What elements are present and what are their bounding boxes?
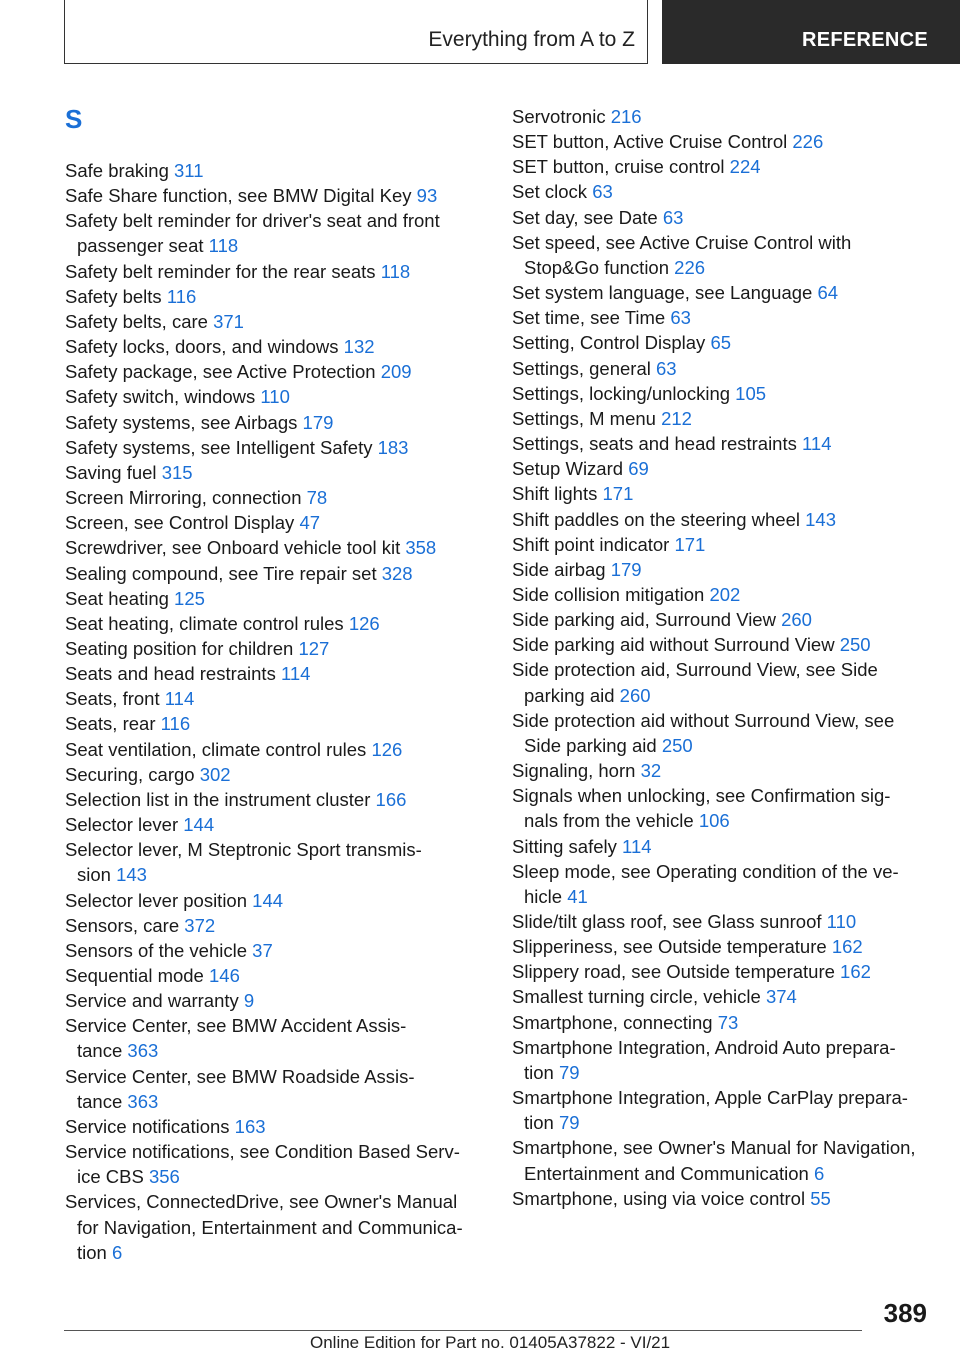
index-entry [512, 205, 942, 230]
index-entry-text: Seating position for children [65, 637, 294, 659]
index-entry [512, 179, 942, 204]
index-entry [512, 356, 942, 381]
index-entry-text: nals from the vehicle [524, 810, 694, 832]
index-entry-text: Settings, M menu [512, 407, 656, 429]
index-entry-text: Service and warranty [65, 990, 239, 1012]
index-page-link[interactable]: 116 [166, 285, 197, 307]
index-page-link[interactable]: 110 [260, 386, 290, 408]
index-page-link[interactable]: 126 [371, 738, 403, 760]
index-page-link[interactable]: 171 [674, 533, 706, 555]
index-entry-text: passenger seat [77, 235, 204, 257]
index-entry-text: SET button, cruise control [512, 156, 725, 178]
index-section-letter: S [65, 104, 83, 134]
index-entry [512, 406, 942, 431]
index-entry-text: Shift paddles on the steering wheel [512, 508, 800, 530]
index-page-link[interactable]: 209 [380, 361, 412, 383]
index-entry-text: Shift point indicator [512, 533, 670, 555]
index-entry [512, 456, 942, 481]
index-entry-text: Safety systems, see Intelligent Safety [65, 436, 373, 458]
index-page-link[interactable]: 302 [199, 763, 231, 785]
index-entry-text: Screen Mirroring, connection [65, 487, 302, 509]
index-entry-text: Sealing compound, see Tire repair set [65, 562, 377, 584]
index-entry [65, 259, 485, 284]
index-entry [512, 934, 942, 959]
index-page-link[interactable]: 260 [781, 609, 812, 631]
index-entry-text: parking aid [524, 684, 615, 706]
index-page-link[interactable]: 226 [674, 256, 706, 278]
index-page-link[interactable]: 202 [709, 583, 741, 605]
index-entry [65, 812, 485, 837]
index-entry-text: Securing, cargo [65, 763, 195, 785]
index-page-link[interactable]: 146 [209, 965, 240, 986]
index-page-link[interactable]: 106 [698, 810, 730, 832]
index-entry [65, 938, 485, 963]
index-entry [512, 1085, 942, 1135]
index-page-link[interactable]: 328 [381, 562, 413, 584]
index-entry [65, 711, 485, 736]
index-entry [65, 1064, 485, 1114]
index-entry [512, 280, 942, 305]
index-entry-text: Seats, rear [65, 713, 156, 735]
index-entry [65, 208, 485, 258]
index-page-link[interactable]: 163 [234, 1115, 266, 1137]
index-page-link[interactable]: 69 [628, 458, 649, 480]
index-entry-text: Setup Wizard [512, 458, 624, 480]
index-entry-text: Smartphone, using via voice control [512, 1187, 806, 1209]
index-page-link[interactable]: 372 [184, 914, 216, 936]
index-entry [512, 657, 942, 707]
index-entry [65, 334, 485, 359]
index-entry-text: Signaling, horn [512, 760, 636, 782]
index-entry [512, 1035, 942, 1085]
index-page-link[interactable]: 6 [814, 1162, 825, 1184]
index-entry-text: Service notifications [65, 1115, 230, 1137]
index-entry [512, 154, 942, 179]
index-entry-text: Set speed, see Active Cruise Control with [512, 231, 852, 253]
index-entry [65, 963, 485, 988]
index-page-link[interactable]: 183 [377, 436, 409, 458]
index-entry-text: Seat heating, climate control rules [65, 612, 344, 634]
index-entry-text: Safe braking [65, 160, 169, 181]
index-entry [512, 959, 942, 984]
index-entry-text: for Navigation, Entertainment and Communica- [77, 1216, 463, 1238]
page-number: 389 [883, 1298, 927, 1328]
index-entry [512, 758, 942, 783]
index-entry [65, 158, 485, 183]
index-entry-text: Sleep mode, see Operating condition of the ve- [512, 860, 899, 882]
index-entry [512, 834, 942, 859]
index-entry [512, 481, 942, 506]
index-page-link[interactable]: 171 [602, 483, 634, 505]
index-entry [512, 582, 942, 607]
index-entry-text: Side collision mitigation [512, 583, 705, 605]
index-entry [65, 913, 485, 938]
index-entry-text: Side airbag [512, 558, 606, 580]
index-entry [65, 636, 485, 661]
index-entry [65, 661, 485, 686]
index-entry-text: Safety belt reminder for driver's seat and front [65, 210, 440, 232]
index-entry [65, 535, 485, 560]
index-page-link[interactable]: 63 [670, 307, 691, 329]
index-page-link[interactable]: 224 [729, 156, 761, 178]
index-entry-text: tion [77, 1241, 107, 1263]
index-page-link[interactable]: 114 [280, 663, 311, 685]
index-entry-text: Seats and head restraints [65, 663, 276, 685]
index-page-link[interactable]: 162 [840, 961, 871, 983]
index-entry-text: Safety belts, care [65, 310, 208, 332]
index-entry-text: Smartphone, see Owner's Manual for Navigation, [512, 1137, 916, 1159]
index-entry-text: Service Center, see BMW Roadside Assis- [65, 1065, 415, 1087]
header-chapter-tab [662, 0, 960, 64]
index-page-link[interactable]: 47 [299, 512, 321, 534]
index-entry-text: Shift lights [512, 483, 598, 505]
index-entry [65, 888, 485, 913]
index-page-link[interactable]: 144 [252, 889, 284, 911]
index-entry-text: Screwdriver, see Onboard vehicle tool kit [65, 537, 401, 559]
index-page-link[interactable]: 41 [567, 885, 588, 907]
index-entry-text: Seat heating [65, 587, 169, 609]
index-page-link[interactable]: 143 [116, 864, 147, 886]
index-page-link[interactable]: 114 [802, 433, 832, 455]
header-chapter-label: REFERENCE [802, 29, 929, 51]
index-page-link[interactable]: 63 [655, 357, 677, 379]
index-entry [512, 607, 942, 632]
index-page-link[interactable]: 65 [710, 332, 732, 354]
index-page-link[interactable]: 132 [343, 336, 375, 358]
index-page-link[interactable]: 118 [380, 260, 411, 282]
index-entry [512, 104, 942, 129]
index-entry-text: Sensors, care [65, 914, 180, 936]
index-entry-text: Smallest turning circle, vehicle [512, 986, 761, 1008]
index-entry [65, 1189, 485, 1264]
index-entry [512, 909, 942, 934]
index-page-link[interactable]: 93 [416, 185, 438, 207]
index-entry-text: Settings, locking/unlocking [512, 382, 731, 404]
index-page-link[interactable]: 116 [160, 713, 191, 735]
index-entry-text: Settings, general [512, 357, 651, 379]
index-entry [65, 183, 485, 208]
index-page-link[interactable]: 250 [839, 634, 871, 656]
index-page-link[interactable]: 179 [302, 411, 334, 433]
index-entry-text: Entertainment and Communication [524, 1162, 809, 1184]
index-entry [65, 1139, 485, 1189]
index-entry-text: tion [524, 1061, 554, 1083]
index-entry [512, 984, 942, 1009]
index-page-link[interactable]: 166 [375, 788, 407, 810]
index-page-link[interactable]: 371 [213, 310, 244, 332]
index-entry-text: Servotronic [512, 106, 606, 127]
index-entry-text: Safety belt reminder for the rear seats [65, 260, 376, 282]
index-page-link[interactable]: 374 [765, 986, 797, 1008]
index-entry [512, 557, 942, 582]
index-entry [512, 708, 942, 758]
index-page-link[interactable]: 216 [610, 106, 642, 127]
index-page-link[interactable]: 127 [298, 637, 330, 659]
index-page-link[interactable]: 311 [174, 160, 204, 181]
index-entry-text: Slipperiness, see Outside temperature [512, 936, 827, 958]
index-entry [512, 507, 942, 532]
index-entry-text: Side parking aid [524, 734, 657, 756]
index-entry-text: sion [77, 864, 111, 886]
index-page-link[interactable]: 110 [826, 911, 857, 932]
index-entry-text: Set clock [512, 181, 588, 203]
index-page-link[interactable]: 260 [619, 684, 651, 706]
index-page-link[interactable]: 63 [592, 181, 613, 203]
header-section-title: Everything from A to Z [428, 28, 635, 51]
index-page-link[interactable]: 73 [717, 1011, 739, 1033]
index-entry-text: tion [524, 1112, 554, 1134]
index-page-link[interactable]: 126 [348, 612, 380, 634]
index-entry-text: Selector lever [65, 814, 179, 836]
index-entry-text: ice CBS [77, 1166, 144, 1188]
index-entry [512, 783, 942, 833]
index-page-link[interactable]: 212 [661, 407, 692, 429]
index-entry-text: Safe Share function, see BMW Digital Key [65, 185, 412, 207]
index-entry-text: hicle [524, 885, 563, 907]
index-entry [65, 460, 485, 485]
footer-edition-text: Online Edition for Part no. 01405A37822 - VI/21 [310, 1333, 671, 1352]
index-entry-text: Seats, front [65, 688, 160, 710]
index-entry-text: Set time, see Time [512, 307, 666, 329]
index-entry-text: Side parking aid without Surround View [512, 634, 835, 656]
index-page-link[interactable]: 78 [306, 487, 328, 509]
index-entry [65, 837, 485, 887]
index-entry [512, 230, 942, 280]
index-entry [65, 686, 485, 711]
index-entry [65, 611, 485, 636]
index-entry [65, 988, 485, 1013]
index-page-link[interactable]: 114 [622, 835, 652, 857]
index-entry [65, 762, 485, 787]
index-page-link[interactable]: 63 [662, 206, 684, 228]
index-entry-text: Set day, see Date [512, 206, 658, 228]
index-entry-text: Sensors of the vehicle [65, 939, 248, 961]
index-entry-text: Sitting safely [512, 835, 617, 857]
index-entry-text: Signals when unlocking, see Confirmation sig- [512, 785, 891, 807]
index-column-right [512, 104, 942, 1211]
index-entry [65, 586, 485, 611]
index-entry-text: Safety package, see Active Protection [65, 361, 376, 383]
index-entry [512, 532, 942, 557]
index-entry-text: Stop&Go function [524, 256, 670, 278]
header-section-tab [64, 0, 648, 64]
index-entry-text: tance [77, 1090, 123, 1112]
index-page-link[interactable]: 6 [111, 1241, 123, 1263]
index-entry [512, 1186, 942, 1211]
index-entry-text: tance [77, 1040, 123, 1062]
index-entries-right [512, 104, 942, 1211]
index-entry-text: Safety belts [65, 285, 162, 307]
index-entry-text: Set system language, see Language [512, 282, 813, 304]
index-entry-text: Safety systems, see Airbags [65, 411, 298, 433]
index-page-link[interactable]: 162 [831, 936, 863, 958]
index-entry-text: Side protection aid, Surround View, see Side [512, 659, 878, 681]
index-entry-text: Setting, Control Display [512, 332, 706, 354]
index-entry-text: SET button, Active Cruise Control [512, 131, 788, 153]
index-entry [65, 485, 485, 510]
index-entry [65, 1114, 485, 1139]
index-entry [512, 431, 942, 456]
index-entry [512, 632, 942, 657]
index-page-link[interactable]: 114 [164, 688, 195, 710]
index-entry [512, 1010, 942, 1035]
index-page-link[interactable]: 226 [792, 131, 824, 153]
index-entry [65, 284, 485, 309]
index-page-link[interactable]: 356 [148, 1166, 180, 1188]
index-entry [65, 510, 485, 535]
index-entry [512, 1135, 942, 1185]
index-entries-left [65, 158, 485, 1265]
index-entry-text: Smartphone Integration, Apple CarPlay prepara- [512, 1087, 908, 1109]
index-entry [65, 309, 485, 334]
index-entry [65, 787, 485, 812]
index-entry-text: Side protection aid without Surround View, see [512, 709, 895, 731]
index-page-link[interactable]: 32 [640, 760, 662, 782]
index-entry-text: Selector lever position [65, 889, 248, 911]
index-entry-text: Selector lever, M Steptronic Sport transmis- [65, 839, 422, 861]
footer-divider [64, 1330, 862, 1331]
index-entry-text: Safety locks, doors, and windows [65, 336, 339, 358]
index-page-link[interactable]: 79 [558, 1112, 580, 1134]
index-page-link[interactable]: 37 [252, 939, 273, 961]
index-page-link[interactable]: 179 [610, 558, 642, 580]
index-page-link[interactable]: 144 [183, 814, 215, 836]
index-entry [512, 859, 942, 909]
index-page-link[interactable]: 315 [161, 461, 193, 483]
index-column-left [65, 104, 485, 1265]
index-entry [65, 1013, 485, 1063]
index-entry-text: Service notifications, see Condition Based Serv- [65, 1141, 460, 1163]
index-page-link[interactable]: 125 [174, 587, 205, 609]
index-entry-text: Saving fuel [65, 461, 157, 483]
index-entry [512, 381, 942, 406]
index-page-link[interactable]: 9 [243, 990, 255, 1012]
index-page-link[interactable]: 64 [817, 282, 839, 304]
index-entry-text: Service Center, see BMW Accident Assis- [65, 1015, 407, 1037]
index-entry [65, 737, 485, 762]
index-entry [65, 359, 485, 384]
index-entry-text: Settings, seats and head restraints [512, 433, 797, 455]
index-page-link[interactable]: 118 [208, 235, 239, 257]
index-entry [512, 305, 942, 330]
index-entry-text: Screen, see Control Display [65, 512, 295, 534]
index-entry-text: Safety switch, windows [65, 386, 256, 408]
index-entry [512, 330, 942, 355]
index-entry-text: Sequential mode [65, 965, 204, 986]
index-entry [65, 435, 485, 460]
index-entry [65, 561, 485, 586]
index-page-link[interactable]: 55 [810, 1187, 831, 1209]
index-page-link[interactable]: 250 [661, 734, 693, 756]
index-entry-text: Slippery road, see Outside temperature [512, 961, 835, 983]
index-entry [65, 384, 485, 409]
index-entry-text: Services, ConnectedDrive, see Owner's Manual [65, 1191, 458, 1213]
index-page-link[interactable]: 79 [558, 1061, 580, 1083]
index-page-link[interactable]: 105 [735, 382, 767, 404]
index-entry-text: Seat ventilation, climate control rules [65, 738, 367, 760]
index-entry-text: Side parking aid, Surround View [512, 609, 776, 631]
index-entry-text: Selection list in the instrument cluster [65, 788, 371, 810]
index-page-link[interactable]: 363 [127, 1090, 159, 1112]
index-entry-text: Slide/tilt glass roof, see Glass sunroof [512, 911, 822, 932]
index-entry [65, 410, 485, 435]
index-page-link[interactable]: 363 [127, 1040, 159, 1062]
index-entry-text: Smartphone, connecting [512, 1011, 713, 1033]
index-entry-text: Smartphone Integration, Android Auto prepara- [512, 1036, 896, 1058]
index-page-link[interactable]: 143 [805, 508, 836, 530]
index-entry [512, 129, 942, 154]
index-page-link[interactable]: 358 [405, 537, 437, 559]
